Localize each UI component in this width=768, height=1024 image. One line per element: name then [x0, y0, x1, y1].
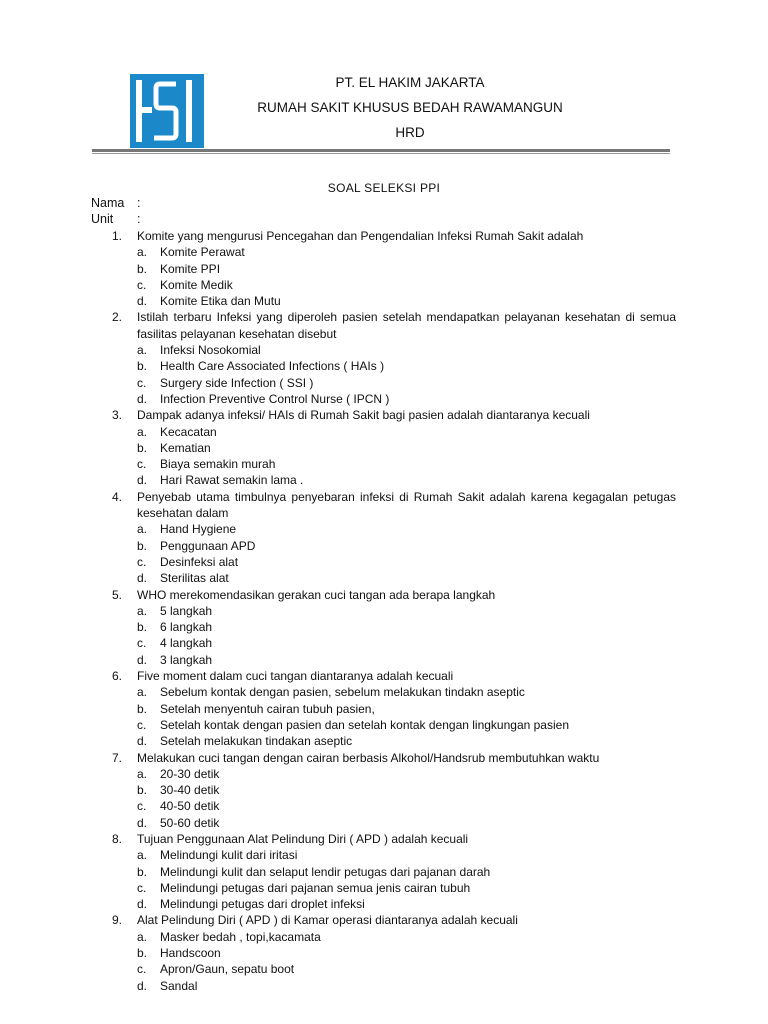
option-text: Komite Perawat	[160, 245, 245, 260]
option-letter: d.	[137, 473, 148, 488]
option-letter: a.	[137, 929, 148, 944]
question-item	[0, 750, 768, 831]
answer-option	[0, 782, 768, 798]
option-letter: d.	[137, 734, 148, 749]
option-letter: a.	[137, 245, 148, 260]
question-body: Dampak adanya infeksi/ HAIs di Rumah Sakit bagi pasien adalah diantaranya kecuali	[137, 408, 590, 423]
option-text: Biaya semakin murah	[160, 457, 276, 472]
option-text: Setelah melakukan tindakan aseptic	[160, 734, 353, 749]
hospital-name: RUMAH SAKIT KHUSUS BEDAH RAWAMANGUN	[257, 100, 563, 115]
option-text: 20-30 detik	[160, 766, 220, 781]
answer-option	[0, 961, 768, 977]
option-text: Setelah menyentuh cairan tubuh pasien,	[160, 701, 375, 716]
unit-label: Unit	[91, 212, 114, 226]
option-letter: d.	[137, 391, 148, 406]
option-letter: c.	[137, 636, 147, 651]
company-name: PT. EL HAKIM JAKARTA	[335, 75, 485, 90]
answer-option	[0, 244, 768, 260]
answer-option	[0, 635, 768, 651]
question-number: 2.	[112, 310, 123, 325]
answer-option	[0, 538, 768, 554]
option-text: Infeksi Nosokomial	[160, 343, 261, 358]
question-body: Komite yang mengurusi Pencegahan dan Pengendalian Infeksi Rumah Sakit adalah	[137, 229, 584, 243]
option-letter: b.	[137, 946, 148, 961]
question-body: Melakukan cuci tangan dengan cairan berbasis Alkohol/Handsrub membutuhkan waktu	[137, 750, 600, 765]
question-number: 6.	[112, 669, 123, 684]
option-text: Melindungi kulit dan selaput lendir petugas dari pajanan darah	[160, 864, 491, 879]
question-body: Tujuan Penggunaan Alat Pelindung Diri ( APD ) adalah kecuali	[137, 831, 469, 846]
option-letter: c.	[137, 880, 147, 895]
answer-option	[0, 277, 768, 293]
document-title: SOAL SELEKSI PPI	[327, 181, 441, 195]
option-letter: a.	[137, 766, 148, 781]
question-number: 4.	[112, 489, 123, 504]
unit-field	[91, 212, 140, 226]
option-text: 3 langkah	[160, 652, 213, 667]
answer-option	[0, 358, 768, 374]
question-number: 9.	[112, 913, 123, 928]
question-item	[0, 309, 768, 407]
option-text: 4 langkah	[160, 636, 213, 651]
option-text: Sterilitas alat	[160, 571, 229, 586]
option-letter: d.	[137, 978, 148, 993]
option-letter: c.	[137, 717, 147, 732]
option-text: Sandal	[160, 978, 198, 993]
option-letter: d.	[137, 897, 148, 912]
option-text: Desinfeksi alat	[160, 554, 239, 569]
option-text: Melindungi petugas dari droplet infeksi	[160, 897, 365, 912]
option-text: Hand Hygiene	[160, 522, 237, 537]
question-text	[0, 489, 768, 522]
question-body: Penyebab utama timbulnya penyebaran infeksi di Rumah Sakit adalah karena kegagalan petugas kesehatan dalam	[137, 489, 676, 521]
question-text	[0, 668, 768, 684]
answer-option	[0, 570, 768, 586]
option-letter: a.	[137, 424, 148, 439]
hospital-logo	[130, 74, 204, 148]
question-text	[0, 912, 768, 928]
question-text	[0, 407, 768, 423]
answer-option	[0, 440, 768, 456]
answer-option	[0, 375, 768, 391]
question-item	[0, 668, 768, 749]
question-item	[0, 489, 768, 587]
answer-option	[0, 717, 768, 733]
option-letter: d.	[137, 571, 148, 586]
option-text: Sebelum kontak dengan pasien, sebelum melakukan tindakn aseptic	[160, 685, 525, 700]
answer-option	[0, 815, 768, 831]
answer-option	[0, 929, 768, 945]
option-text: Handscoon	[160, 946, 221, 961]
answer-option	[0, 603, 768, 619]
option-letter: b.	[137, 261, 148, 276]
option-letter: b.	[137, 620, 148, 635]
answer-option	[0, 847, 768, 863]
header-divider	[92, 149, 670, 152]
answer-option	[0, 472, 768, 488]
option-letter: b.	[137, 359, 148, 374]
question-text	[0, 587, 768, 603]
option-text: 6 langkah	[160, 620, 213, 635]
name-separator: :	[137, 196, 141, 210]
option-letter: b.	[137, 538, 148, 553]
answer-option	[0, 864, 768, 880]
option-letter: c.	[137, 799, 147, 814]
option-letter: a.	[137, 522, 148, 537]
option-text: Masker bedah , topi,kacamata	[160, 929, 321, 944]
option-letter: c.	[137, 375, 147, 390]
question-text	[0, 750, 768, 766]
question-item	[0, 587, 768, 668]
option-letter: d.	[137, 294, 148, 309]
option-text: Health Care Associated Infections ( HAIs )	[160, 359, 385, 374]
option-letter: a.	[137, 685, 148, 700]
answer-option	[0, 391, 768, 407]
answer-option	[0, 424, 768, 440]
question-body: Alat Pelindung Diri ( APD ) di Kamar operasi diantaranya adalah kecuali	[137, 913, 518, 928]
answer-option	[0, 293, 768, 309]
question-body: Istilah terbaru Infeksi yang diperoleh pasien setelah mendapatkan pelayanan kesehatan di semua fasilitas pelayanan kesehatan disebut	[137, 310, 676, 341]
answer-option	[0, 554, 768, 570]
question-item	[0, 407, 768, 488]
answer-option	[0, 701, 768, 717]
option-text: 50-60 detik	[160, 815, 220, 830]
option-letter: b.	[137, 783, 148, 798]
question-text	[0, 228, 768, 244]
name-field	[91, 196, 140, 210]
option-text: Komite Etika dan Mutu	[160, 294, 281, 309]
answer-option	[0, 342, 768, 358]
question-item	[0, 228, 768, 309]
question-text	[0, 309, 768, 342]
option-text: Komite Medik	[160, 277, 233, 292]
option-text: 40-50 detik	[160, 799, 220, 814]
option-letter: a.	[137, 848, 148, 863]
answer-option	[0, 684, 768, 700]
answer-option	[0, 261, 768, 277]
question-number: 7.	[112, 750, 123, 765]
answer-option	[0, 456, 768, 472]
option-letter: a.	[137, 343, 148, 358]
answer-option	[0, 896, 768, 912]
name-label: Nama	[91, 196, 125, 210]
option-text: 5 langkah	[160, 603, 213, 618]
option-letter: c.	[137, 962, 147, 977]
option-letter: d.	[137, 652, 148, 667]
question-body: WHO merekomendasikan gerakan cuci tangan ada berapa langkah	[137, 587, 496, 602]
hsi-logo-icon	[130, 74, 204, 148]
question-number: 3.	[112, 408, 123, 423]
answer-option	[0, 652, 768, 668]
option-text: 30-40 detik	[160, 783, 220, 798]
department-name: HRD	[395, 125, 425, 140]
option-text: Melindungi petugas dari pajanan semua jenis cairan tubuh	[160, 880, 471, 895]
option-text: Apron/Gaun, sepatu boot	[160, 962, 295, 977]
question-number: 8.	[112, 831, 123, 846]
option-letter: b.	[137, 701, 148, 716]
question-text	[0, 831, 768, 847]
option-text: Hari Rawat semakin lama .	[160, 473, 304, 488]
question-list	[0, 228, 768, 994]
option-text: Penggunaan APD	[160, 538, 256, 553]
answer-option	[0, 766, 768, 782]
option-text: Kecacatan	[160, 424, 217, 439]
answer-option	[0, 978, 768, 994]
answer-option	[0, 733, 768, 749]
option-letter: c.	[137, 554, 147, 569]
option-letter: b.	[137, 440, 148, 455]
option-letter: b.	[137, 864, 148, 879]
option-text: Melindungi kulit dari iritasi	[160, 848, 298, 863]
option-letter: a.	[137, 603, 148, 618]
question-body: Five moment dalam cuci tangan diantaranya adalah kecuali	[137, 669, 454, 684]
answer-option	[0, 521, 768, 537]
option-text: Komite PPI	[160, 261, 221, 276]
unit-separator: :	[137, 212, 141, 226]
question-number: 1.	[112, 229, 123, 243]
answer-option	[0, 619, 768, 635]
option-letter: d.	[137, 815, 148, 830]
option-text: Setelah kontak dengan pasien dan setelah kontak dengan lingkungan pasien	[160, 717, 569, 732]
answer-option	[0, 945, 768, 961]
question-item	[0, 831, 768, 912]
option-text: Infection Preventive Control Nurse ( IPCN )	[160, 391, 390, 406]
option-text: Kematian	[160, 440, 211, 455]
question-number: 5.	[112, 587, 123, 602]
option-text: Surgery side Infection ( SSI )	[160, 375, 314, 390]
answer-option	[0, 880, 768, 896]
header-divider-thin	[92, 153, 670, 154]
answer-option	[0, 798, 768, 814]
document-header	[0, 0, 768, 160]
option-letter: c.	[137, 457, 147, 472]
option-letter: c.	[137, 277, 147, 292]
question-item	[0, 912, 768, 993]
